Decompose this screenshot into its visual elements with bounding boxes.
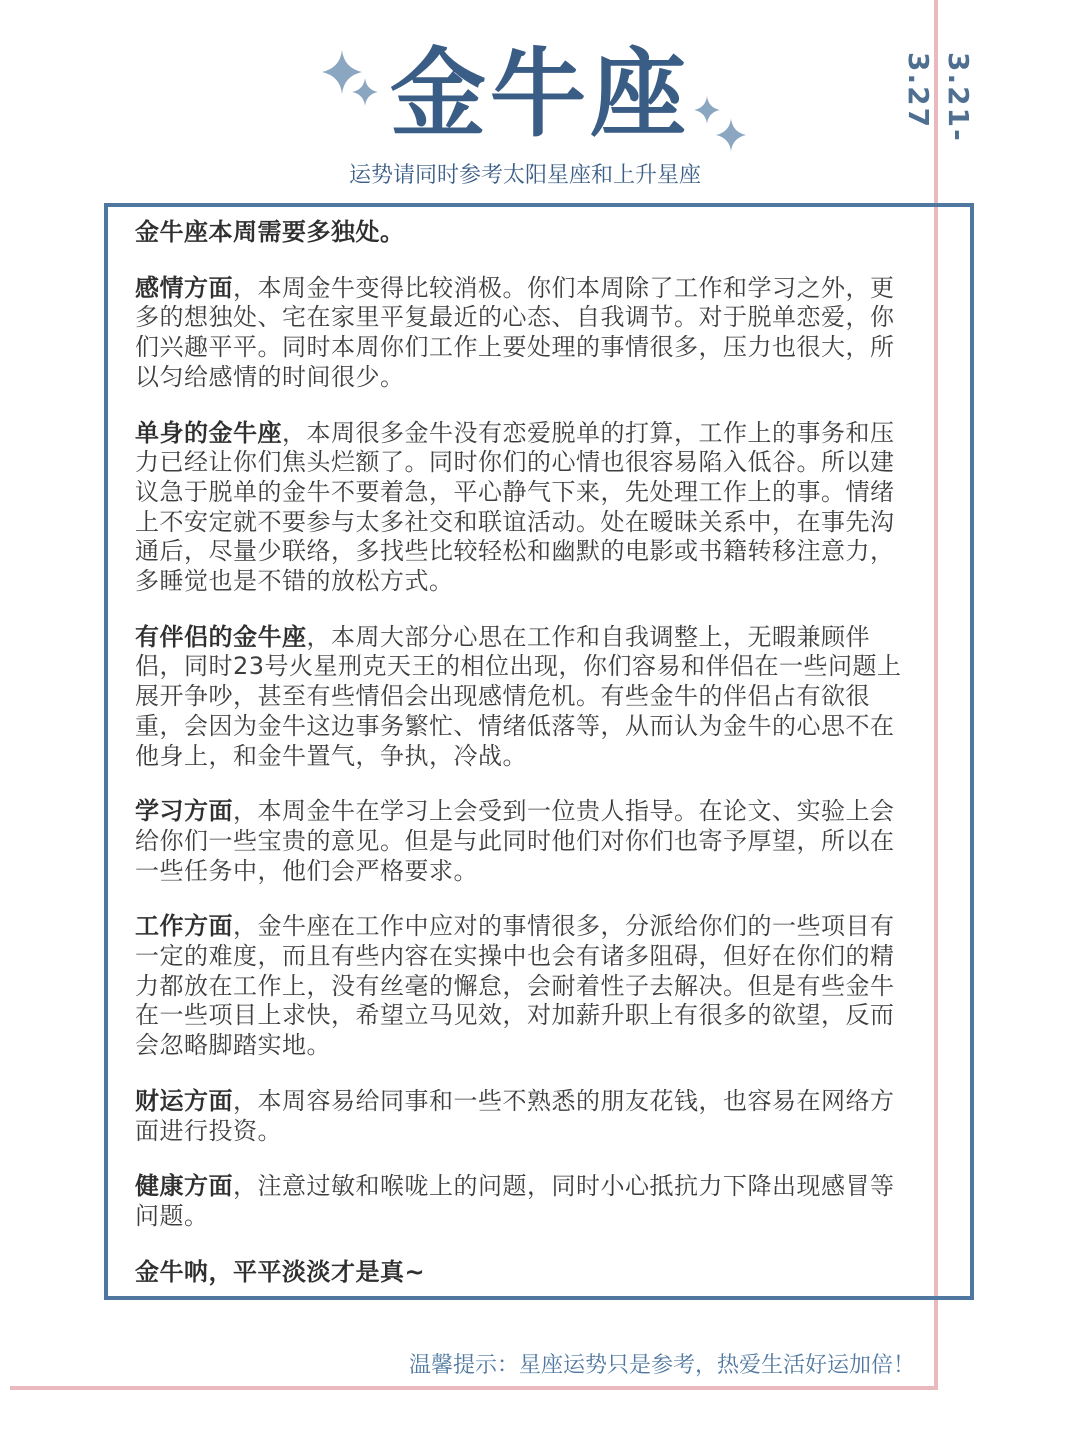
section-text: ，本周大部分心思在工作和自我调整上，无暇兼顾伴侣，同时23号火星刑克天王的相位出现，你们容易和伴侣在一些问题上展开争吵，甚至有些情侣会出现感情危机。有些金牛的伴侣占有欲很重，会因为金牛这边事务繁忙、情绪低落等，从而认为金牛的心思不在他身上，和金牛置气，争执，冷战。 [135,622,902,770]
section-study [135,797,915,886]
section-work [135,912,915,1061]
section-text: ，注意过敏和喉咙上的问题，同时小心抵抗力下降出现感冒等问题。 [135,1172,895,1230]
section-partnered [135,623,915,772]
page-title: 金牛座 [390,38,690,150]
section-single [135,419,915,597]
section-heading: 单身的金牛座 [135,418,282,447]
pink-horizontal-line [10,1386,938,1390]
section-heading: 学习方面 [135,797,233,826]
section-heading: 有伴侣的金牛座 [135,622,307,651]
section-text: ，本周金牛在学习上会受到一位贵人指导。在论文、实验上会给你们一些宝贵的意见。但是与此同时他们对你们也寄予厚望，所以在一些任务中，他们会严格要求。 [135,797,895,885]
section-wealth [135,1087,915,1146]
date-range: 3.21-3.27 [902,52,975,143]
closing-line: 金牛呐，平平淡淡才是真~ [135,1257,426,1286]
horoscope-content [135,218,915,1313]
section-love [135,274,915,393]
section-text: ，本周金牛变得比较消极。你们本周除了工作和学习之外，更多的想独处、宅在家里平复最近的心态、自我调节。对于脱单恋爱，你们兴趣平平。同时本周你们工作上要处理的事情很多，压力也很大，所以匀给感情的时间很少。 [135,273,895,391]
section-heading: 感情方面 [135,273,233,302]
section-text: ，本周容易给同事和一些不熟悉的朋友花钱，也容易在网络方面进行投资。 [135,1086,895,1145]
footer-tip: 温馨提示：星座运势只是参考，热爱生活好运加倍！ [408,1353,915,1378]
section-heading: 工作方面 [135,912,233,941]
section-text: ，本周很多金牛没有恋爱脱单的打算，工作上的事务和压力已经让你们焦头烂额了。同时你们的心情也很容易陷入低谷。所以建议急于脱单的金牛不要着急，平心静气下来，先处理工作上的事。情绪上不安定就不要参与太多社交和联谊活动。处在暧昧关系中，在事先沟通后，尽量少联络，多找些比较轻松和幽默的电影或书籍转移注意力，多睡觉也是不错的放松方式。 [135,418,895,596]
section-text: ，金牛座在工作中应对的事情很多，分派给你们的一些项目有一定的难度，而且有些内容在实操中也会有诸多阻碍，但好在你们的精力都放在工作上，没有丝毫的懈怠，会耐着性子去解决。但是有些金牛在一些项目上求快，希望立马见效，对加薪升职上有很多的欲望，反而会忽略脚踏实地。 [135,912,895,1060]
subtitle: 运势请同时参考太阳星座和上升星座 [348,163,701,188]
section-health [135,1172,915,1231]
section-heading: 健康方面 [135,1172,233,1201]
section-heading: 财运方面 [135,1086,233,1115]
intro-line: 金牛座本周需要多独处。 [135,218,405,246]
